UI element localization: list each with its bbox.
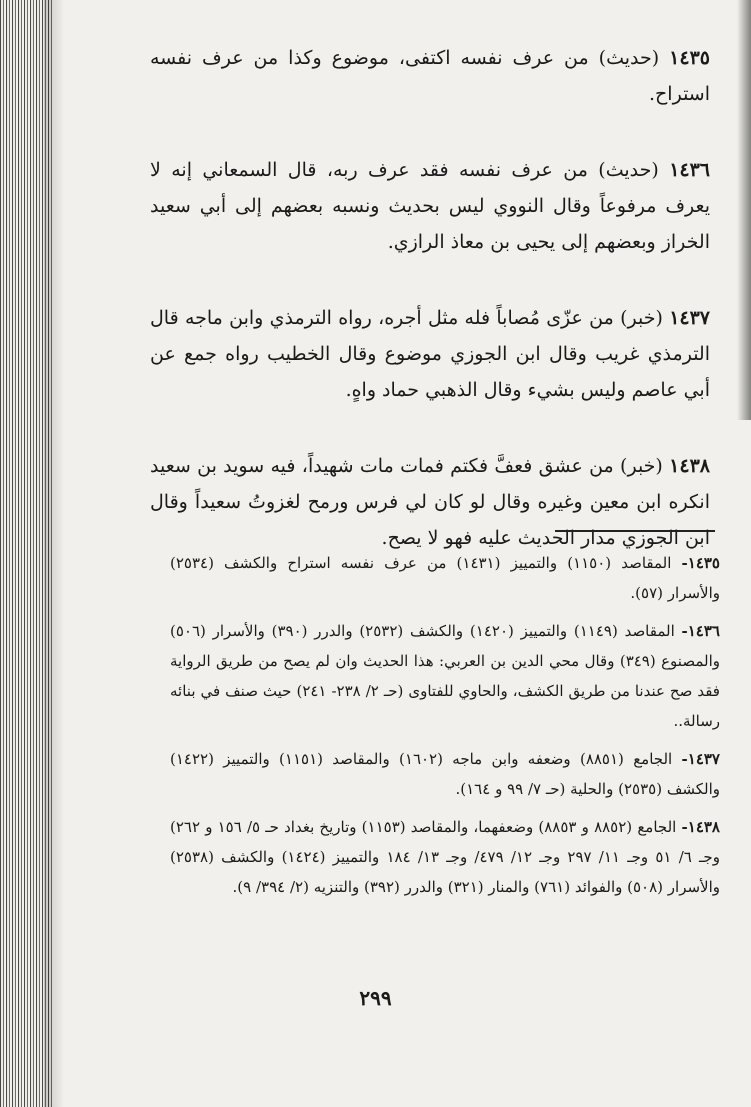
page-number: ٢٩٩ — [359, 986, 392, 1010]
entry-1438 — [150, 448, 710, 556]
footnote-1437 — [170, 744, 720, 804]
footnote-number: ١٤٣٥- — [681, 554, 720, 572]
footnote-1438 — [170, 812, 720, 902]
main-text — [150, 40, 710, 596]
footnote-1435 — [170, 548, 720, 608]
entry-1435 — [150, 40, 710, 112]
entry-text: (خبر) من عزّى مُصاباً فله مثل أجره، رواه الترمذي وابن ماجه قال الترمذي غريب وقال ابن الجوزي موضوع وقال الخطيب رواه جمع عن أبي عاصم وليس بشيء وقال الذهبي حماد واهٍ. — [150, 307, 710, 401]
footnote-text: المقاصد (١١٥٠) والتمييز (١٤٣١) من عرف نفسه استراح والكشف (٢٥٣٤) والأسرار (٥٧). — [170, 554, 720, 602]
entry-number: ١٤٣٥ — [669, 47, 710, 69]
entry-text: (خبر) من عشق فعفَّ فكتم فمات مات شهيداً، فيه سويد بن سعيد انكره ابن معين وغيره وقال لو كان لي فرس ورمح لغزوتُ سعيداً وقال ابن الجوزي مدار الحديث عليه فهو لا يصح. — [150, 455, 710, 549]
binding-shadow — [44, 0, 64, 1107]
entry-text: (حديث) من عرف نفسه اكتفى، موضوع وكذا من عرف نفسه استراح. — [150, 47, 710, 105]
entry-number: ١٤٣٨ — [669, 455, 710, 477]
footnote-number: ١٤٣٨- — [681, 818, 720, 836]
entry-text: (حديث) من عرف نفسه فقد عرف ربه، قال السمعاني إنه لا يعرف مرفوعاً وقال النووي ليس بحديث ونسبه بعضهم إلى أبي سعيد الخراز وبعضهم إلى يحيى بن معاذ الرازي. — [150, 159, 710, 253]
page-edge-shadow — [737, 0, 751, 420]
entry-number: ١٤٣٦ — [669, 159, 711, 181]
footnote-separator — [555, 530, 715, 532]
entry-number: ١٤٣٧ — [669, 307, 711, 329]
entry-1436 — [150, 152, 710, 260]
footnote-number: ١٤٣٦- — [681, 622, 720, 640]
footnote-number: ١٤٣٧- — [681, 750, 720, 768]
footnotes — [170, 548, 720, 910]
footnote-text: الجامع (٨٨٥٢ و ٨٨٥٣) وضعفهما، والمقاصد (١١٥٣) وتاريخ بغداد حـ ٥/ ١٥٦ و ٢٦٢) وجـ ٦/ ٥١ وجـ ١١/ ٢٩٧ وجـ ١٢/ ٤٧٩/ وجـ ١٣/ ١٨٤ والتمييز (١٤٢٤) والكشف (٢٥٣٨) والأسرار (٥٠٨) والفوائد (٧٦١) والمنار (٣٢١) والدرر (٣٩٢) والتنزيه (٢/ ٣٩٤/ ٩). — [170, 818, 720, 896]
entry-1437 — [150, 300, 710, 408]
footnote-text: الجامع (٨٨٥١) وضعفه وابن ماجه (١٦٠٢) والمقاصد (١١٥١) والتمييز (١٤٢٢) والكشف (٢٥٣٥) والحلية (حـ ٧/ ٩٩ و ١٦٤). — [170, 750, 720, 798]
footnote-text: المقاصد (١١٤٩) والتمييز (١٤٢٠) والكشف (٢٥٣٢) والدرر (٣٩٠) والأسرار (٥٠٦) والمصنوع (٣٤٩) وقال محي الدين بن العربي: هذا الحديث وان لم يصح من طريق الرواية فقد صح عندنا من طريق الكشف، والحاوي للفتاوى (حـ ٢/ ٢٣٨- ٢٤١) حيث صنف في بنائه رسالة.. — [170, 622, 720, 730]
footnote-1436 — [170, 616, 720, 736]
